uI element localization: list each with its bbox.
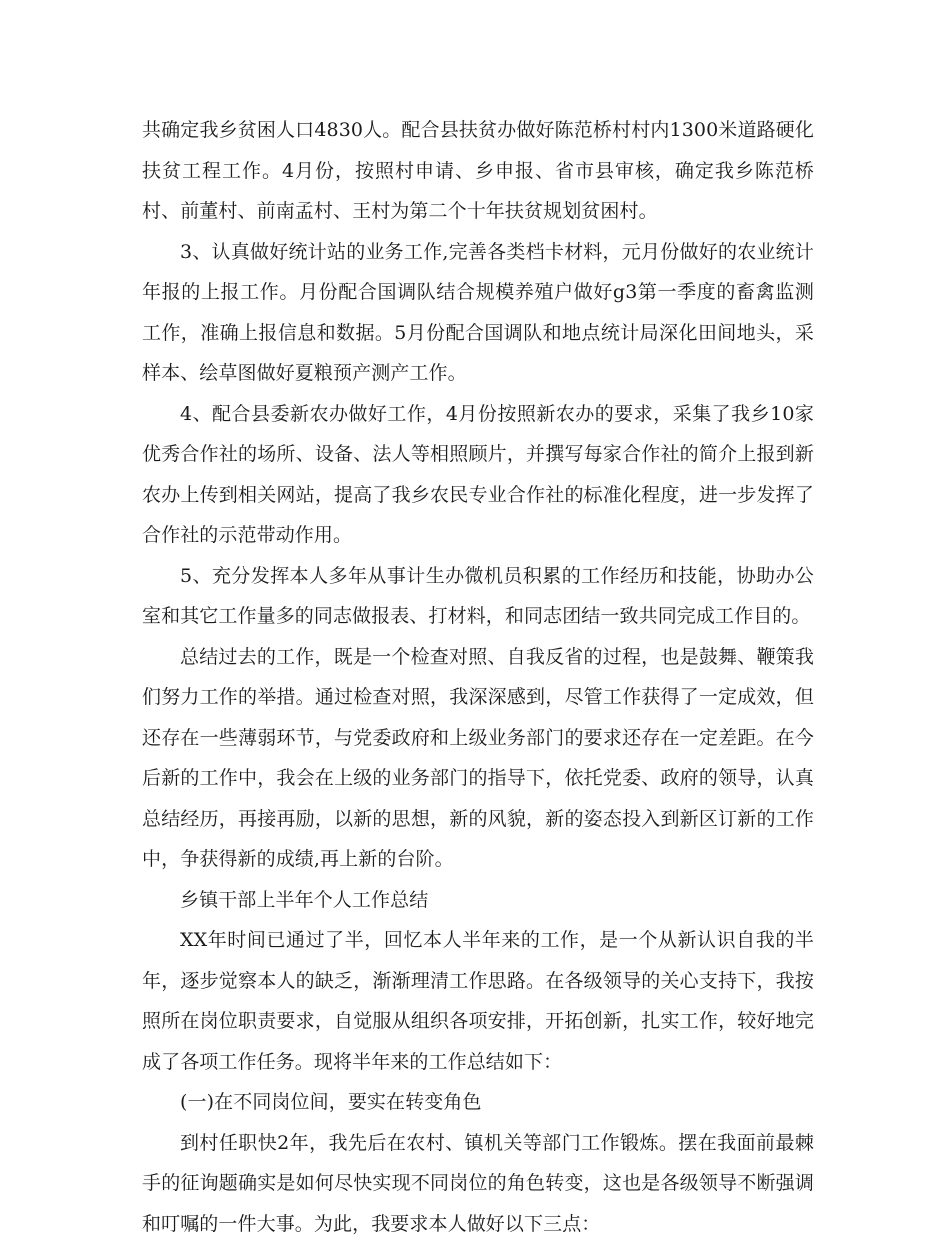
paragraph-summary: 总结过去的工作，既是一个检查对照、自我反省的过程，也是鼓舞、鞭策我们努力工作的举措。通过检查对照，我深深感到，尽管工作获得了一定成效，但还存在一些薄弱环节，与党委政府和上级业务部门的要求还存在一定差距。在今后新的工作中，我会在上级的业务部门的指导下，依托党委、政府的领导，认真总结经历，再接再励，以新的思想，新的风貌，新的姿态投入到新区订新的工作中，争获得新的成绩,再上新的台阶。	[142, 637, 814, 880]
paragraph-village-tenure: 到村任职快2年，我先后在农村、镇机关等部门工作锻炼。摆在我面前最棘手的征询题确实是如何尽快实现不同岗位的角色转变，这也是各级领导不断强调和叮嘱的一件大事。为此，我要求本人做好以下三点：	[142, 1123, 814, 1244]
paragraph-office-assistance: 5、充分发挥本人多年从事计生办微机员积累的工作经历和技能，协助办公室和其它工作量多的同志做报表、打材料，和同志团结一致共同完成工作目的。	[142, 556, 814, 637]
paragraph-statistics-work: 3、认真做好统计站的业务工作,完善各类档卡材料，元月份做好的农业统计年报的上报工作。月份配合国调队结合规模养殖户做好g3第一季度的畜禽监测工作，准确上报信息和数据。5月份配合国调队和地点统计局深化田间地头，采样本、绘草图做好夏粮预产测产工作。	[142, 232, 814, 394]
paragraph-poverty-population: 共确定我乡贫困人口4830人。配合县扶贫办做好陈范桥村村内1300米道路硬化扶贫工程工作。4月份，按照村申请、乡申报、省市县审核，确定我乡陈范桥村、前董村、前南孟村、王村为第二个十年扶贫规划贫困村。	[142, 110, 814, 232]
paragraph-cooperatives: 4、配合县委新农办做好工作，4月份按照新农办的要求，采集了我乡10家优秀合作社的场所、设备、法人等相照顾片，并撰写每家合作社的简介上报到新农办上传到相关网站，提高了我乡农民专业合作社的标准化程度，进一步发挥了合作社的示范带动作用。	[142, 394, 814, 556]
paragraph-half-year-intro: XX年时间已通过了半，回忆本人半年来的工作，是一个从新认识自我的半年，逐步觉察本人的缺乏，渐渐理清工作思路。在各级领导的关心支持下，我按照所在岗位职责要求，自觉服从组织各项安排，开拓创新，扎实工作，较好地完成了各项工作任务。现将半年来的工作总结如下：	[142, 920, 814, 1082]
section-title: 乡镇干部上半年个人工作总结	[142, 880, 814, 921]
subheading-role-change: (一)在不同岗位间，要实在转变角色	[142, 1082, 814, 1123]
document-body	[142, 110, 814, 1244]
